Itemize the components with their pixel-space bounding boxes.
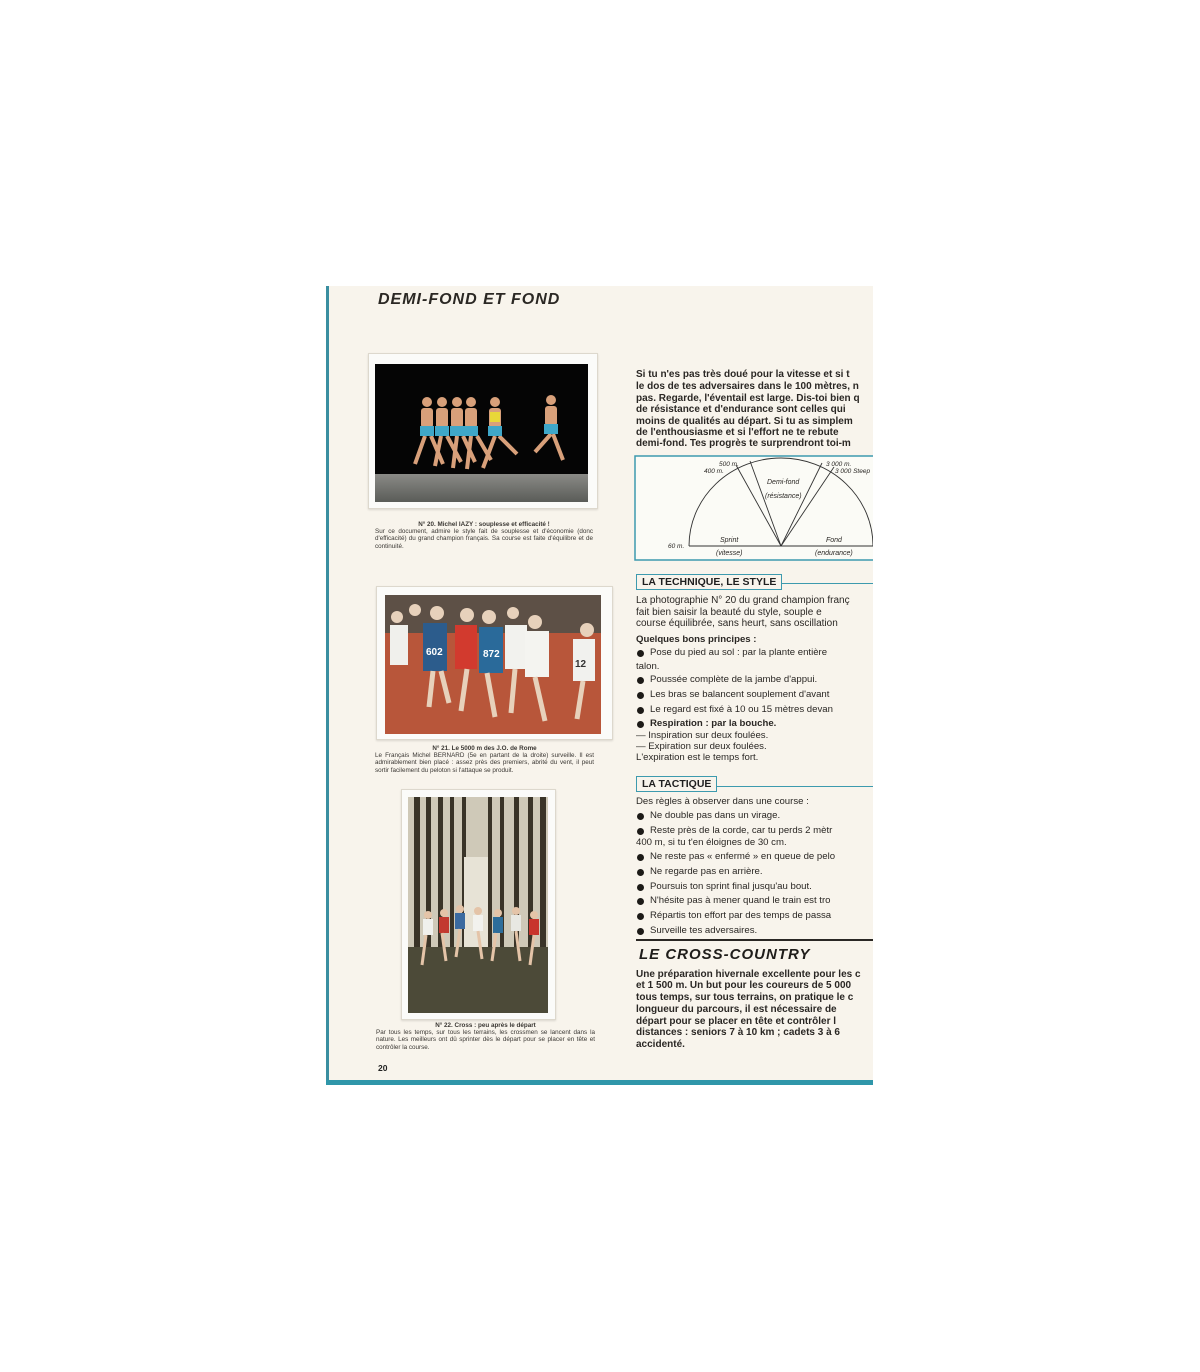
bullet-item: Ne double pas dans un virage. <box>636 809 832 824</box>
heading-tactique: LA TACTIQUE <box>636 776 717 792</box>
label-fond: Fond <box>826 537 842 544</box>
label-400m: 400 m. <box>704 468 724 475</box>
cross-line: tous temps, sur tous terrains, on pratique le c <box>636 992 854 1003</box>
page-bottom-stripe <box>326 1080 873 1085</box>
intro-line: de résistance et d'endurance sont celles qui <box>636 404 846 415</box>
caption-text: Sur ce document, admire le style fait de souplesse et d'économie (donc d'efficacité) du grand champion français. Sa course est faite d'équilibre et de continuité. <box>375 528 593 550</box>
cross-line: départ pour se placer en tête et contrôler l <box>636 1016 837 1027</box>
photo-5000m-race <box>385 595 601 734</box>
intro-line: Si tu n'es pas très doué pour la vitesse et si t <box>636 369 850 380</box>
label-3000m: 3 000 m. <box>826 461 852 468</box>
tactique-bullet-list <box>636 850 835 939</box>
heading-technique: LA TECHNIQUE, LE STYLE <box>636 574 782 590</box>
intro-line: demi-fond. Tes progrès te surprendront toi-m <box>636 438 851 449</box>
intro-line: le dos de tes adversaires dans le 100 mètres, n <box>636 381 859 392</box>
caption-number: N° 20. Michel IAZY : souplesse et efficacité ! <box>418 521 550 528</box>
cross-line: accidenté. <box>636 1039 685 1050</box>
technique-intro-line: fait bien saisir la beauté du style, souple e <box>636 607 822 618</box>
breathing-line: — Expiration sur deux foulées. <box>636 741 767 752</box>
cross-line: longueur du parcours, il est nécessaire de <box>636 1004 837 1015</box>
photo-runner-sequence <box>375 364 588 502</box>
bullet-item: Répartis ton effort par des temps de passa <box>636 909 835 924</box>
technique-intro-line: La photographie N° 20 du grand champion franç <box>636 595 850 606</box>
bullet-item: Poursuis ton sprint final jusqu'au bout. <box>636 880 835 895</box>
tactique-intro: Des règles à observer dans une course : <box>636 796 809 807</box>
tactique-bullet-list <box>636 809 832 839</box>
intro-line: pas. Regarde, l'éventail est large. Dis-toi bien q <box>636 393 860 404</box>
label-60m: 60 m. <box>668 543 685 550</box>
technique-intro-line: course équilibrée, sans heurt, sans oscillation <box>636 618 838 629</box>
bullet-item: Respiration : par la bouche. <box>636 717 833 732</box>
principles-label: Quelques bons principes : <box>636 634 757 645</box>
bullet-item: Poussée complète de la jambe d'appui. <box>636 673 833 688</box>
photo-card-cross <box>401 789 556 1020</box>
photo-cross-country <box>408 797 548 1013</box>
caption-number: N° 22. Cross : peu après le départ <box>435 1022 536 1029</box>
caption-text: Le Français Michel BERNARD (5e en partant de la droite) surveille. Il est admirablement bien placé : assez près des premiers, abrité du vent, il peut sortir facilement du peloton si l'attaque se produit. <box>375 752 594 774</box>
label-sprint: Sprint <box>720 537 739 544</box>
label-vitesse: (vitesse) <box>716 550 743 557</box>
cross-line: et 1 500 m. Un but pour les coureurs de 5 000 <box>636 980 852 991</box>
cross-line: distances : seniors 7 à 10 km ; cadets 3 à 6 <box>636 1027 840 1038</box>
bullet-item: Surveille tes adversaires. <box>636 924 835 939</box>
technique-bullet-list <box>636 673 833 732</box>
caption-photo-22 <box>376 1022 595 1051</box>
bullet-item: N'hésite pas à mener quand le train est tro <box>636 894 835 909</box>
bullet-item: Le regard est fixé à 10 ou 15 mètres devan <box>636 703 833 718</box>
page-title: DEMI-FOND ET FOND <box>378 291 561 308</box>
section-rule <box>636 939 873 941</box>
breathing-line: — Inspiration sur deux foulées. <box>636 730 769 741</box>
magazine-page <box>326 286 873 1085</box>
bullet-continuation: 400 m, si tu t'en éloignes de 30 cm. <box>636 837 787 848</box>
heading-cross-country: LE CROSS-COUNTRY <box>639 946 811 963</box>
race-distance-fan-diagram <box>634 455 873 561</box>
bullet-continuation: talon. <box>636 661 660 672</box>
bullet-item: Les bras se balancent souplement d'avant <box>636 688 833 703</box>
intro-line: de l'enthousiasme et si l'effort ne te rebute <box>636 427 839 438</box>
caption-photo-20 <box>375 521 593 550</box>
label-3000-steeple: 3 000 Steep <box>835 468 871 475</box>
label-endurance: (endurance) <box>815 550 853 557</box>
cross-line: Une préparation hivernale excellente pour les c <box>636 969 861 980</box>
label-demi-fond: Demi-fond <box>767 479 800 486</box>
caption-number: N° 21. Le 5000 m des J.O. de Rome <box>432 745 537 752</box>
caption-text: Par tous les temps, sur tous les terrains, les crossmen se lancent dans la nature. Les meilleurs ont dû sprinter dès le départ pour se placer en tête et contrôler la course. <box>376 1029 595 1051</box>
bullet-item: Ne reste pas « enfermé » en queue de pelo <box>636 850 835 865</box>
intro-line: moins de qualités au départ. Si tu as simplem <box>636 416 853 427</box>
page-number: 20 <box>378 1063 388 1073</box>
label-500m: 500 m. <box>719 461 739 468</box>
breathing-line: L'expiration est le temps fort. <box>636 752 759 763</box>
technique-bullet-list <box>636 646 827 661</box>
caption-photo-21 <box>375 745 594 774</box>
page-edge-stripe <box>326 286 329 1085</box>
svg-text:602: 602 <box>426 647 443 658</box>
photo-card-5000m <box>376 586 613 740</box>
bullet-item: Reste près de la corde, car tu perds 2 mètr <box>636 824 832 839</box>
label-resistance: (résistance) <box>765 493 802 500</box>
bullet-item: Ne regarde pas en arrière. <box>636 865 835 880</box>
photo-card-iazy <box>368 353 598 509</box>
svg-text:12: 12 <box>575 659 587 670</box>
bullet-item: Pose du pied au sol : par la plante entière <box>636 646 827 661</box>
svg-text:872: 872 <box>483 649 500 660</box>
